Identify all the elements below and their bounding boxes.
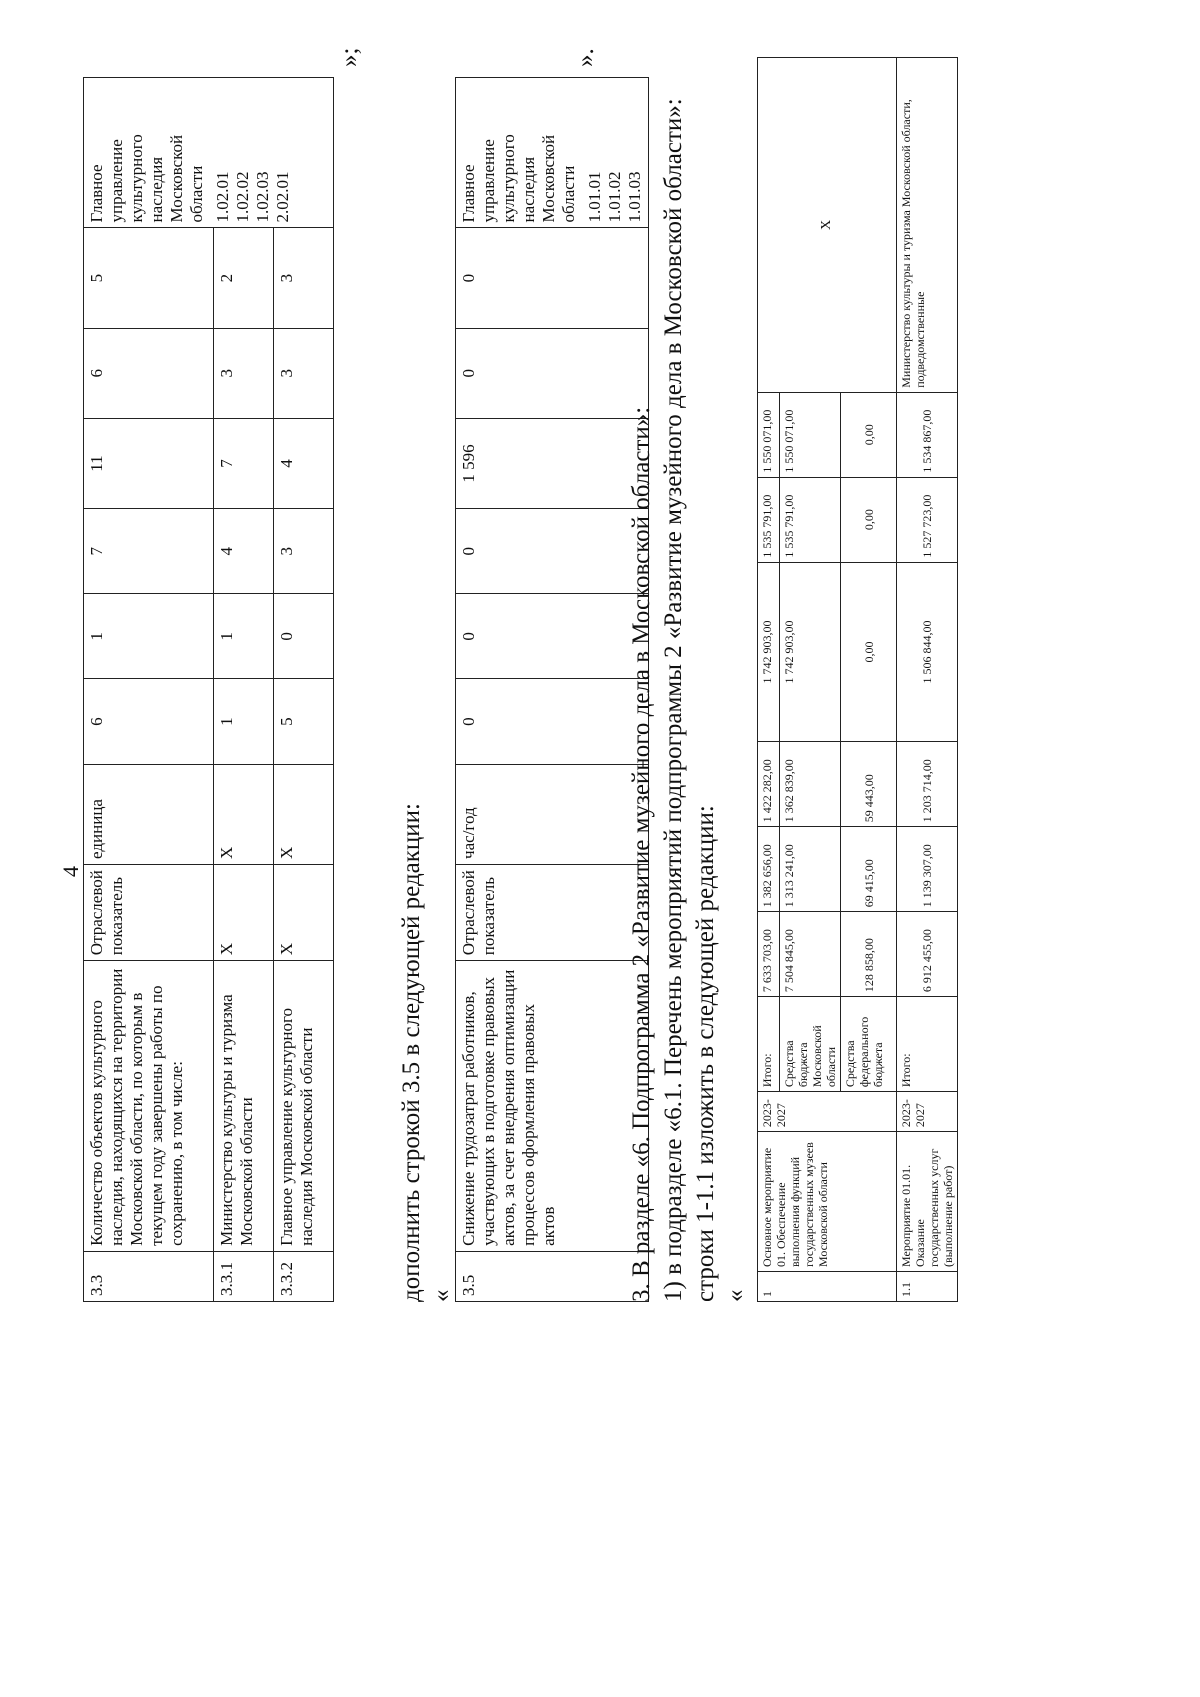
value-cell: 1	[214, 594, 274, 679]
responsible-body: Главное управление культурного наследия Московской области	[459, 134, 578, 223]
value-cell: 11	[84, 418, 214, 508]
code: 1.02.02	[233, 171, 252, 223]
value-cell: 2	[214, 228, 274, 328]
value-cell: 0	[274, 594, 334, 679]
row-number: 3.3.1	[214, 1251, 274, 1301]
value-cell: 1 596	[456, 418, 649, 508]
value-cell: 7 504 845,00	[780, 912, 841, 997]
indicator-type: X	[274, 864, 334, 960]
indicator-type: Отраслевой показатель	[456, 864, 649, 960]
value-cell: 4	[214, 509, 274, 594]
value-cell: 5	[84, 228, 214, 328]
open-quote: «	[428, 1289, 455, 1302]
value-cell: 1 203 714,00	[897, 742, 958, 827]
indicator-unit: X	[214, 764, 274, 864]
indicators-table-row-3-5	[455, 77, 649, 1302]
table-row	[758, 58, 780, 1302]
indicator-name: Министерство культуры и туризма Московской области	[214, 961, 274, 1252]
value-cell: 5	[274, 679, 334, 764]
value-cell: 3	[274, 509, 334, 594]
value-cell: 1 550 071,00	[780, 392, 841, 477]
indicator-unit: час/год	[456, 764, 649, 864]
indicator-unit: X	[274, 764, 334, 864]
value-cell: 7	[214, 418, 274, 508]
indicator-name: Снижение трудозатрат работников, участвующих в подготовке правовых актов, за счет внедрения оптимизации процессов оформления правовых актов	[456, 961, 649, 1252]
source-label: Средства бюджета Московской области	[780, 997, 841, 1092]
value-cell: 3	[214, 328, 274, 418]
responsible-codes	[456, 78, 649, 228]
open-quote-2: «	[722, 1289, 749, 1302]
value-cell: 0	[456, 594, 649, 679]
value-cell: 128 858,00	[841, 912, 897, 997]
row-number: 1	[758, 1272, 897, 1302]
value-cell: 1 527 723,00	[897, 477, 958, 562]
value-cell: 1 313 241,00	[780, 827, 841, 912]
row-number: 3.5	[456, 1251, 649, 1301]
sub-heading: 1) в подразделе «6.1. Перечень мероприятий подпрограммы 2 «Развитие музейного дела в Московской области»:	[660, 98, 687, 1302]
closing-quote-mid: ».	[572, 48, 599, 67]
code: 1.02.01	[213, 171, 232, 223]
table-row	[214, 78, 274, 1302]
responsible-cell: Министерство культуры и туризма Московской области, подведомственные	[897, 58, 958, 393]
row-number: 3.3.2	[274, 1251, 334, 1301]
section-heading: 3. В разделе «6. Подпрограмма 2 «Развитие музейного дела в Московской области»:	[628, 406, 655, 1302]
value-cell: 6 912 455,00	[897, 912, 958, 997]
row-number: 3.3	[84, 1251, 214, 1301]
value-cell: 1 506 844,00	[897, 562, 958, 742]
value-cell: 1 382 656,00	[758, 827, 780, 912]
indicator-type: Отраслевой показатель	[84, 864, 214, 960]
code: 1.02.03	[253, 171, 272, 223]
value-cell: 1 422 282,00	[758, 742, 780, 827]
source-label: Итого:	[897, 997, 958, 1092]
value-cell: 0	[456, 228, 649, 328]
indicator-name: Главное управление культурного наследия Московской области	[274, 961, 334, 1252]
value-cell: 7	[84, 509, 214, 594]
value-cell: 1 139 307,00	[897, 827, 958, 912]
table-row	[84, 78, 214, 1302]
indicator-type: X	[214, 864, 274, 960]
sub-heading-2: строки 1-1.1 изложить в следующей редакции:	[692, 805, 719, 1302]
indicators-table-top	[83, 77, 334, 1302]
value-cell: 0,00	[841, 562, 897, 742]
table-row	[897, 58, 958, 1302]
value-cell: 1 535 791,00	[780, 477, 841, 562]
value-cell: 0	[456, 509, 649, 594]
value-cell: 1	[84, 594, 214, 679]
value-cell: 3	[274, 328, 334, 418]
value-cell: 0,00	[841, 477, 897, 562]
value-cell: 4	[274, 418, 334, 508]
paragraph-add-row: дополнить строкой 3.5 в следующей редакции:	[398, 803, 425, 1302]
page-number: 4	[58, 866, 83, 877]
value-cell: 1 742 903,00	[758, 562, 780, 742]
table-row	[456, 78, 649, 1302]
table-row	[274, 78, 334, 1302]
measure-name: Основное мероприятие 01. Обеспечение выполнения функций государственных музеев Московской области	[758, 1132, 897, 1272]
value-cell: 3	[274, 228, 334, 328]
indicator-name: Количество объектов культурного наследия, находящихся на территории Московской области, по которым в текущем году завершены работы по сохранению, в том числе:	[84, 961, 214, 1252]
code: 1.01.02	[605, 171, 624, 223]
responsible-codes	[84, 78, 334, 228]
value-cell: 69 415,00	[841, 827, 897, 912]
value-cell: 0	[456, 328, 649, 418]
value-cell: 1 550 071,00	[758, 392, 780, 477]
years: 2023-2027	[897, 1092, 958, 1132]
value-cell: 0,00	[841, 392, 897, 477]
value-cell: 59 443,00	[841, 742, 897, 827]
code: 2.02.01	[273, 171, 292, 223]
measures-table	[757, 57, 958, 1302]
value-cell: 1 534 867,00	[897, 392, 958, 477]
value-cell: 1 535 791,00	[758, 477, 780, 562]
source-label: Средства федерального бюджета	[841, 997, 897, 1092]
source-label: Итого:	[758, 997, 780, 1092]
value-cell: 7 633 703,00	[758, 912, 780, 997]
value-cell: 6	[84, 328, 214, 418]
value-cell: 1 362 839,00	[780, 742, 841, 827]
value-cell: 1	[214, 679, 274, 764]
indicator-unit: единица	[84, 764, 214, 864]
closing-quote-top: »;	[336, 47, 363, 67]
code: 1.01.03	[625, 171, 644, 223]
responsible-cell: X	[758, 58, 897, 393]
measure-name: Мероприятие 01.01. Оказание государственных услуг (выполнение работ)	[897, 1132, 958, 1272]
value-cell: 1 742 903,00	[780, 562, 841, 742]
responsible-body: Главное управление культурного наследия Московской области	[87, 134, 206, 223]
years: 2023-2027	[758, 1092, 897, 1132]
value-cell: 6	[84, 679, 214, 764]
code: 1.01.01	[585, 171, 604, 223]
value-cell: 0	[456, 679, 649, 764]
row-number: 1.1	[897, 1272, 958, 1302]
